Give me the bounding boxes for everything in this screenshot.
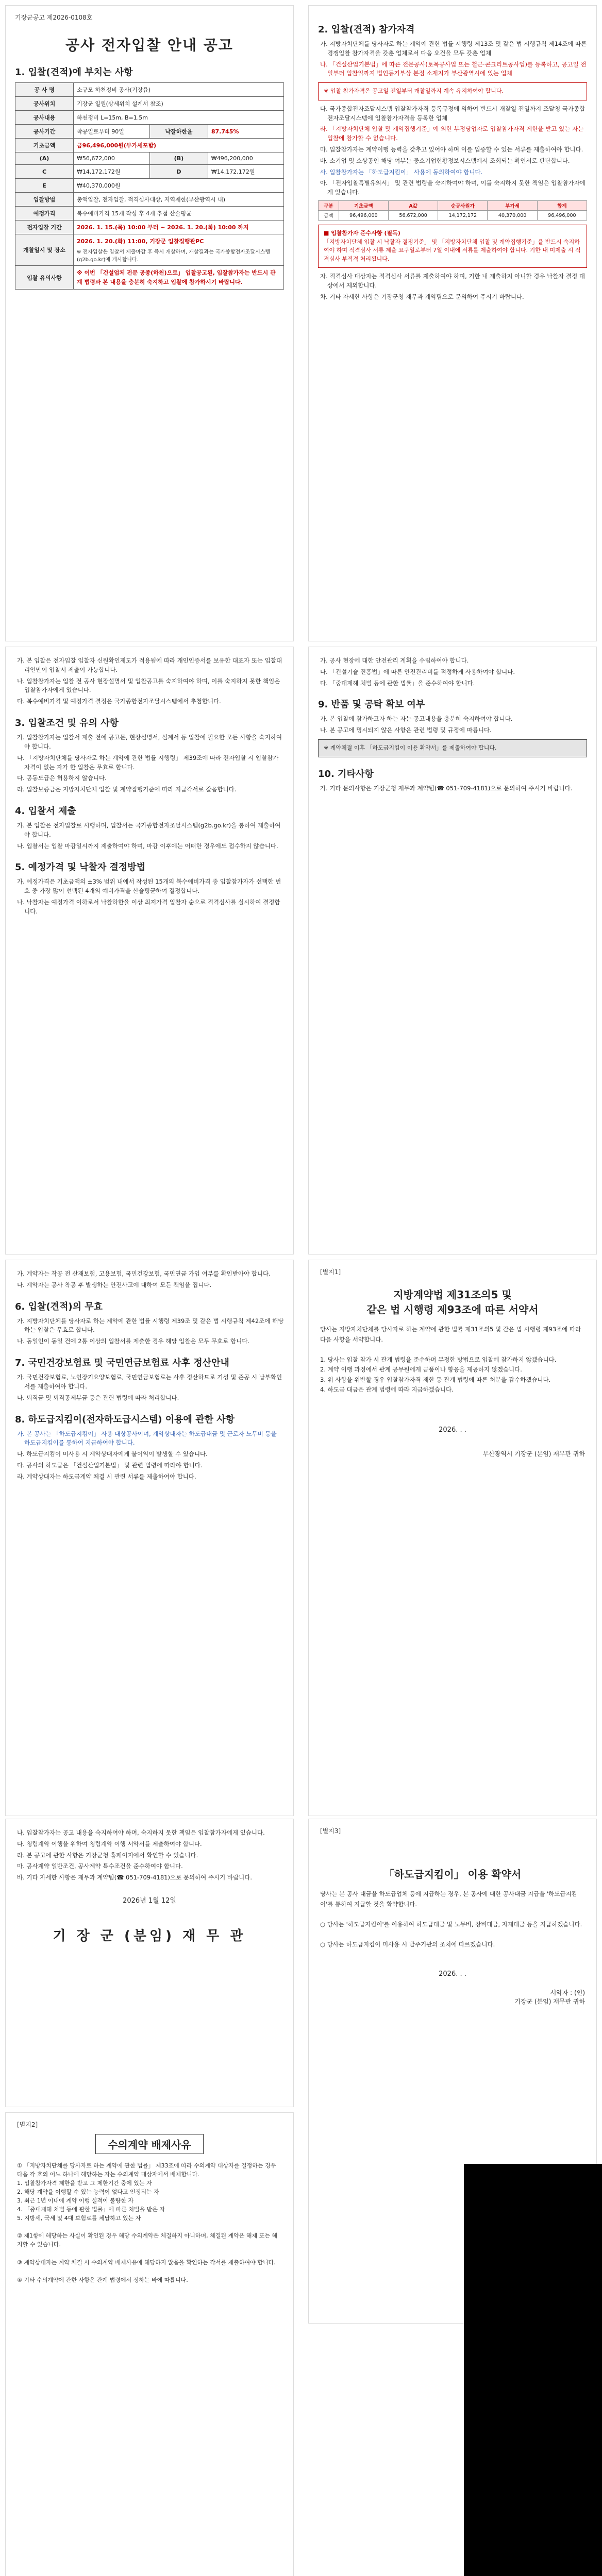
eligibility-note: ※ 입찰 참가자격은 공고일 전일부터 개찰일까지 계속 유지하여야 합니다.: [318, 82, 587, 100]
notice-page-3: 가. 본 입찰은 전자입찰 입찰자 신원확인제도가 적용됨에 따라 개인인증서를 보유한 대표자 또는 입찰대리인만이 입찰서 제출이 가능합니다. 나. 입찰참가자는 입찰 전 공사 현장설명서 및 입찰공고를 숙지하여야 하며, 이를 숙지하지 못한 책임은 입찰참가자에게 있습니다. 다. 복수예비가격 및 예정가격 결정은 국가종합전자조달시스템에서 추첨합니다. 3. 입찰조건 및 유의 사항 가. 입찰참가자는 입찰서 제출 전에 공고문, 현장설명서, 설계서 등 입찰에 필요한 모든 사항을 숙지하여야 합니다. 나. 「지방자치단체를 당사자로 하는 계약에 관한 법률 시행령」 제39조에 따라 전자입찰 시 입찰참가자격이 없는 자가 한 입찰은 무효로 합니다. 다. 공동도급은 허용하지 않습니다. 라. 입찰보증금은 지방자치단체 입찰 및 계약집행기준에 따라 지급각서로 갈음합니다. 4. 입찰서 제출 가. 본 입찰은 전자입찰로 시행하며, 입찰서는 국가종합전자조달시스템(g2b.go.kr)을 통하여 제출하여야 합니다. 나. 입찰서는 입찰 마감일시까지 제출하여야 하며, 마감 이후에는 어떠한 경우에도 접수하지 않습니다. 5. 예정가격 및 낙찰자 결정방법 가. 예정가격은 기초금액의 ±3% 범위 내에서 작성된 15개의 복수예비가격 중 입찰참가자가 선택한 번호 중 가장 많이 선택된 4개의 예비가격을 산술평균하여 결정합니다. 나. 낙찰자는 예정가격 이하로서 낙찰하한율 이상 최저가격 입찰자 순으로 적격심사를 실시하여 결정합니다.: [5, 647, 294, 1255]
bid-warning: ※ 이번 「건설업체 전문 공종(하천)으로」 입찰공고된, 입찰참가자는 반드시 관계 법령과 본 내용을 충분히 숙지하고 입찰에 참가하시기 바랍니다.: [74, 266, 284, 290]
form3-page: [별지3] 「하도급지킴이」 이용 확약서 당사는 본 공사 대금을 하도급업체 등에 지급하는 경우, 본 공사에 대한 공사대금 지급을 '하도급지킴이'를 통하여 지급할 것을 확약합니다. ○ 당사는 '하도급지킴이'를 이용하여 하도급대금 및 노무비, 장비대금, 자재대금 등을 지급하겠습니다. ○ 당사는 하도급지킴이 미사용 시 발주기관의 조치에 따르겠습니다. 2026. . . 서약자 : (인) 기장군 (분임) 재무관 귀하: [308, 1819, 597, 2324]
form3-signer: 서약자 : (인) 기장군 (분임) 재무관 귀하: [514, 1989, 585, 2006]
form1-title: 지방계약법 제31조의5 및 같은 법 시행령 제93조에 따른 서약서: [366, 1289, 539, 1316]
section-8-heading: 8. 하도급지킴이(전자하도급시스템) 이용에 관한 사항: [15, 1414, 235, 1425]
subcontract-note-box: ※ 계약체결 이후 「하도급지킴이 이용 확약서」를 제출하여야 합니다.: [318, 739, 587, 757]
open-datetime: 2026. 1. 20.(화) 11:00, 기장군 입찰집행관PC: [77, 238, 204, 245]
notice-title: 공사 전자입찰 안내 공고: [65, 37, 233, 54]
project-name: 소규모 하천정비 공사(기장읍): [74, 83, 284, 97]
base-amount: 금96,496,000원(부가세포함): [74, 139, 284, 152]
lower-bound-rate: 87.745%: [208, 125, 283, 139]
participant-notice-box: ■ 입찰참가자 준수사항 (필독) 「지방자치단체 입찰 시 낙찰자 결정기준」 및 「지방자치단체 입찰 및 계약집행기준」을 반드시 숙지하여야 하며 적격심사 서류 제출 요구일로부터 7일 이내에 서류를 제출하여야 합니다. 기한 내 미제출 시 적격심사 부적격 처리됩니다.: [318, 225, 587, 268]
bid-info-table: 공 사 명 소규모 하천정비 공사(기장읍) 공사위치 기장군 일원(상세위치 설계서 참조) 공사내용 하천정비 L=15m, B=1.5m 공사기간 착공일로부터 90일 낙찰하한율 87.745% 기초금액 금96,496,000원(부가세포함) (A) ₩56,672,000 (B) ₩496,200,000 C ₩14,172,172원 D ₩14,172,172원 E ₩40,370,000원 입찰방법 총액입찰, 전자입찰, 적격심사대상, 지역제한(부산광역시 내) 예정가격 복수예비가격 15개 작성 후 4개 추첨 산술평균 전자입찰 기간 2026. 1. 15.(목) 10:00 부터 ~ 2026. 1. 20.(화) 10:00 까지 개찰일시 및 장소 2026. 1. 20.(화) 11:00, 기장군 입찰집행관PC ※ 전자입찰은 입찰서 제출마감 후 즉시 개찰하며, 개찰결과는 국가종합전자조달시스템(g2b.go.kr)에 게시합니다. 입찰 유의사항 ※ 이번 「건설업체 전문 공종(하천)으로」 입찰공고된, 입찰참가자는 반드시 관계 법령과 본 내용을 충분히 숙지하고 입찰에 참가하시기 바랍니다.: [15, 82, 284, 290]
notice-page-1: [5, 5, 294, 641]
form1-signer: 부산광역시 기장군 (분임) 재무관 귀하: [482, 1450, 585, 1458]
notice-page-5: 가. 계약자는 착공 전 산재보험, 고용보험, 국민건강보험, 국민연금 가입 여부를 확인받아야 합니다. 나. 계약자는 공사 착공 후 발생하는 안전사고에 대하여 모든 책임을 집니다. 6. 입찰(견적)의 무효 가. 지방자치단체를 당사자로 하는 계약에 관한 법률 시행령 제39조 및 같은 법 시행규칙 제42조에 해당하는 입찰은 무효로 합니다. 나. 동일인이 동일 건에 2통 이상의 입찰서를 제출한 경우 해당 입찰은 모두 무효로 합니다. 7. 국민건강보험료 및 국민연금보험료 사후 정산안내 가. 국민건강보험료, 노인장기요양보험료, 국민연금보험료는 사후 정산하므로 기성 및 준공 시 납부확인서를 제출하여야 합니다. 나. 퇴직금 및 퇴직공제부금 등은 관련 법령에 따라 처리합니다. 8. 하도급지킴이(전자하도급시스템) 이용에 관한 사항 가. 본 공사는 「하도급지킴이」 사용 대상공사이며, 계약상대자는 하도급대금 및 근로자 노무비 등을 하도급지킴이를 통하여 지급하여야 합니다. 나. 하도급지킴이 미사용 시 계약상대자에게 불이익이 발생할 수 있습니다. 다. 공사의 하도급은 「건설산업기본법」 및 관련 법령에 따라야 합니다. 라. 계약상대자는 하도급계약 체결 시 관련 서류를 제출하여야 합니다.: [5, 1260, 294, 1816]
bid-period: 2026. 1. 15.(목) 10:00 부터 ~ 2026. 1. 20.(화) 10:00 까지: [74, 221, 284, 234]
section-7-heading: 7. 국민건강보험료 및 국민연금보험료 사후 정산안내: [15, 1358, 229, 1369]
form2-title: 수의계약 배제사유: [95, 2134, 204, 2154]
notice-signer: 기 장 군 (분임) 재 무 관: [53, 1928, 246, 1944]
bid-method: 총액입찰, 전자입찰, 적격심사대상, 지역제한(부산광역시 내): [74, 193, 284, 207]
notice-signature-page: 나. 입찰참가자는 공고 내용을 숙지하여야 하며, 숙지하지 못한 책임은 입찰참가자에게 있습니다. 다. 청렴계약 이행을 위하여 청렴계약 이행 서약서를 제출하여야 합니다. 라. 본 공고에 관한 사항은 기장군청 홈페이지에서 확인할 수 있습니다. 마. 공사계약 일반조건, 공사계약 특수조건을 준수하여야 합니다. 바. 기타 자세한 사항은 재무과 계약팀(☎ 051-709-4181)으로 문의하여 주시기 바랍니다. 2026년 1월 12일 기 장 군 (분임) 재 무 관: [5, 1819, 294, 2107]
form3-body: 당사는 본 공사 대금을 하도급업체 등에 지급하는 경우, 본 공사에 대한 공사대금 지급을 '하도급지킴이'를 통하여 지급할 것을 확약합니다. ○ 당사는 '하도급지킴이'를 이용하여 하도급대금 및 노무비, 장비대금, 자재대금 등을 지급하겠습니다. ○ 당사는 하도급지킴이 미사용 시 발주기관의 조치에 따르겠습니다.: [320, 1890, 582, 1948]
notice-page-2: 2. 입찰(견적) 참가자격 가. 지방자치단체를 당사자로 하는 계약에 관한 법률 시행령 제13조 및 같은 법 시행규칙 제14조에 따른 경쟁입찰 참가자격을 갖춘 업체로서 다음 요건을 모두 갖춘 업체 나. 「건설산업기본법」에 따른 전문공사(토목공사업 또는 철근·콘크리트공사업)를 등록하고, 공고일 전일부터 입찰일까지 법인등기부상 본점 소재지가 부산광역시에 있는 업체 ※ 입찰 참가자격은 공고일 전일부터 개찰일까지 계속 유지하여야 합니다. 다. 국가종합전자조달시스템 입찰참가자격 등록규정에 의하여 반드시 개찰일 전일까지 조달청 국가종합전자조달시스템에 입찰참가자격을 등록한 업체 라. 「지방자치단체 입찰 및 계약집행기준」에 의한 부정당업자로 입찰참가자격 제한을 받고 있는 자는 입찰에 참가할 수 없습니다. 마. 입찰참가자는 계약이행 능력을 갖추고 있어야 하며 이를 입증할 수 있는 서류를 제출하여야 합니다. 바. 소기업 및 소상공인 해당 여부는 중소기업현황정보시스템에서 조회되는 확인서로 판단합니다. 사. 입찰참가자는 「하도급지킴이」 사용에 동의하여야 합니다. 아. 「전자입찰특별유의서」 및 관련 법령을 숙지하여야 하며, 이를 숙지하지 못한 책임은 입찰참가자에게 있습니다. 구분 기초금액 A값 순공사원가 부가세 합계 금액 96,496,000 56,672,000 14,172,172 40,370,000 96,496,000 ■ 입찰참가자 준수사항 (필독) 「지방자치단체 입찰 시 낙찰자 결정기준」 및 「지방자치단체 입찰 및 계약집행기준」을 반드시 숙지하여야 하며 적격심사 서류 제출 요구일로부터 7일 이내에 서류를 제출하여야 합니다. 기한 내 미제출 시 적격심사 부적격 처리됩니다. 자. 적격심사 대상자는 적격심사 서류를 제출하여야 하며, 기한 내 제출하지 아니할 경우 낙찰자 결정 대상에서 제외합니다. 차. 기타 자세한 사항은 기장군청 재무과 계약팀으로 문의하여 주시기 바랍니다.: [308, 5, 597, 641]
section-10-heading: 10. 기타사항: [318, 768, 374, 779]
notice-date: 2026년 1월 12일: [123, 1897, 176, 1905]
section-5-heading: 5. 예정가격 및 낙찰자 결정방법: [15, 862, 146, 873]
section-4-heading: 4. 입찰서 제출: [15, 805, 76, 817]
section-9-heading: 9. 반품 및 공탁 확보 여부: [318, 699, 425, 710]
form1-page: [별지1] 지방계약법 제31조의5 및 같은 법 시행령 제93조에 따른 서약서 당사는 지방자치단체를 당사자로 하는 계약에 관한 법률 제31조의5 및 같은 법 시행령 제93조에 따라 다음 사항을 서약합니다. 1. 당사는 입찰 참가 시 관계 법령을 준수하며 부정한 방법으로 입찰에 참가하지 않겠습니다. 2. 계약 이행 과정에서 관계 공무원에게 금품이나 향응을 제공하지 않겠습니다. 3. 위 사항을 위반할 경우 입찰참가자격 제한 등 관계 법령에 따른 처분을 감수하겠습니다. 4. 하도급 대금은 관계 법령에 따라 지급하겠습니다. 2026. . . 부산광역시 기장군 (분임) 재무관 귀하: [308, 1260, 597, 1816]
price-table: 구분 기초금액 A값 순공사원가 부가세 합계 금액 96,496,000 56,672,000 14,172,172 40,370,000 96,496,000: [318, 200, 587, 221]
form3-title: 「하도급지킴이」 이용 확약서: [383, 1868, 522, 1880]
black-area: [464, 2164, 602, 2576]
notice-page-4: 가. 공사 현장에 대한 안전관리 계획을 수립하여야 합니다. 나. 「건설기술 진흥법」에 따른 안전관리비를 적정하게 사용하여야 합니다. 다. 「중대재해 처벌 등에 관한 법률」을 준수하여야 합니다. 9. 반품 및 공탁 확보 여부 가. 본 입찰에 참가하고자 하는 자는 공고내용을 충분히 숙지하여야 합니다. 나. 본 공고에 명시되지 않은 사항은 관련 법령 및 규정에 따릅니다. ※ 계약체결 이후 「하도급지킴이 이용 확약서」를 제출하여야 합니다. 10. 기타사항 가. 기타 문의사항은 기장군청 재무과 계약팀(☎ 051-709-4181)으로 문의하여 주시기 바랍니다.: [308, 647, 597, 1255]
section-1-heading: 1. 입찰(견적)에 부치는 사항: [15, 67, 133, 78]
section-2-heading: 2. 입찰(견적) 참가자격: [318, 24, 415, 35]
section-6-heading: 6. 입찰(견적)의 무효: [15, 1301, 103, 1312]
form1-body: 당사는 지방자치단체를 당사자로 하는 계약에 관한 법률 제31조의5 및 같은 법 시행령 제93조에 따라 다음 사항을 서약합니다. 1. 당사는 입찰 참가 시 관계 법령을 준수하며 부정한 방법으로 입찰에 참가하지 않겠습니다. 2. 계약 이행 과정에서 관계 공무원에게 금품이나 향응을 제공하지 않겠습니다. 3. 위 사항을 위반할 경우 입찰참가자격 제한 등 관계 법령에 따른 처분을 감수하겠습니다. 4. 하도급 대금은 관계 법령에 따라 지급하겠습니다.: [320, 1326, 581, 1394]
form2-page: [별지2] 수의계약 배제사유 ① 「지방자치단체를 당사자로 하는 계약에 관한 법률」 제33조에 따라 수의계약 대상자를 결정하는 경우 다음 각 호의 어느 하나에 해당하는 자는 수의계약 대상자에서 배제합니다. 1. 입찰참가자격 제한을 받고 그 제한기간 중에 있는 자 2. 해당 계약을 이행할 수 있는 능력이 없다고 인정되는 자 3. 최근 1년 이내에 계약 이행 실적이 불량한 자 4. 「중대재해 처벌 등에 관한 법률」에 따른 처벌을 받은 자 5. 지방세, 국세 및 4대 보험료를 체납하고 있는 자 ② 제1항에 해당하는 사실이 확인된 경우 해당 수의계약은 체결하지 아니하며, 체결된 계약은 해제 또는 해지할 수 있습니다. ③ 계약상대자는 계약 체결 시 수의계약 배제사유에 해당하지 않음을 확인하는 각서를 제출하여야 합니다. ④ 기타 수의계약에 관한 사항은 관계 법령에서 정하는 바에 따릅니다.: [5, 2112, 294, 2576]
section-3-heading: 3. 입찰조건 및 유의 사항: [15, 718, 119, 729]
notice-code: 기장군공고 제2026-0108호: [15, 14, 93, 21]
form2-body: ① 「지방자치단체를 당사자로 하는 계약에 관한 법률」 제33조에 따라 수의계약 대상자를 결정하는 경우 다음 각 호의 어느 하나에 해당하는 자는 수의계약 대상자에서 배제합니다. 1. 입찰참가자격 제한을 받고 그 제한기간 중에 있는 자 2. 해당 계약을 이행할 수 있는 능력이 없다고 인정되는 자 3. 최근 1년 이내에 계약 이행 실적이 불량한 자 4. 「중대재해 처벌 등에 관한 법률」에 따른 처벌을 받은 자 5. 지방세, 국세 및 4대 보험료를 체납하고 있는 자 ② 제1항에 해당하는 사실이 확인된 경우 해당 수의계약은 체결하지 아니하며, 체결된 계약은 해제 또는 해지할 수 있습니다. ③ 계약상대자는 계약 체결 시 수의계약 배제사유에 해당하지 않음을 확인하는 각서를 제출하여야 합니다. ④ 기타 수의계약에 관한 사항은 관계 법령에서 정하는 바에 따릅니다.: [17, 2162, 277, 2283]
